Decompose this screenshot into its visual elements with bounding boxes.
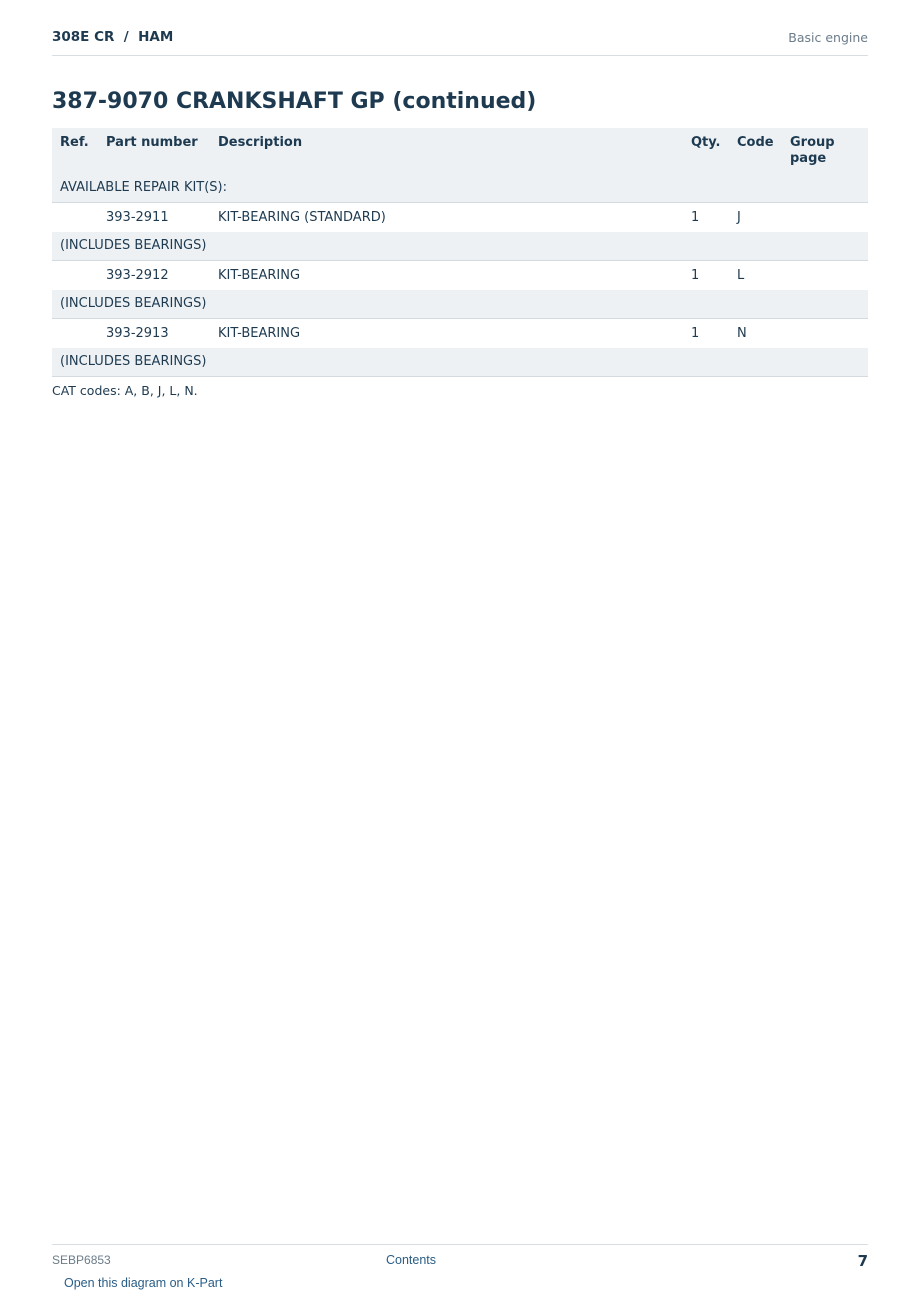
page-title — [52, 89, 536, 114]
table-header-row — [52, 128, 868, 174]
row-note: (INCLUDES BEARINGS) — [52, 290, 868, 319]
row-part-number: 393-2913 — [106, 319, 218, 349]
col-header-group-page: Group page — [790, 135, 835, 166]
row-group-page — [790, 319, 868, 349]
row-code: N — [737, 319, 790, 349]
row-qty: 1 — [691, 203, 737, 233]
row-description: KIT-BEARING (STANDARD) — [218, 203, 691, 233]
row-part-number: 393-2912 — [106, 261, 218, 291]
section-label: Basic engine — [788, 30, 868, 45]
col-header-ref: Ref. — [60, 135, 89, 150]
part-group-title: 387-9070 CRANKSHAFT GP — [52, 89, 385, 114]
row-note: (INCLUDES BEARINGS) — [52, 348, 868, 377]
row-description: KIT-BEARING — [218, 261, 691, 291]
row-ref — [52, 319, 106, 349]
table-row — [52, 319, 868, 349]
row-note: (INCLUDES BEARINGS) — [52, 232, 868, 261]
row-description: KIT-BEARING — [218, 319, 691, 349]
row-group-page — [790, 261, 868, 291]
col-header-part-number: Part number — [106, 135, 198, 150]
col-header-qty: Qty. — [691, 135, 721, 150]
model-label: 308E CR / HAM — [52, 29, 174, 45]
row-ref — [52, 203, 106, 233]
row-code: L — [737, 261, 790, 291]
row-ref — [52, 261, 106, 291]
table-row — [52, 203, 868, 233]
cat-codes-note: CAT codes: A, B, J, L, N. — [52, 383, 198, 398]
document-number: SEBP6853 — [52, 1253, 111, 1267]
page-header — [52, 28, 868, 56]
row-qty: 1 — [691, 319, 737, 349]
row-qty: 1 — [691, 261, 737, 291]
row-code: J — [737, 203, 790, 233]
page-number: 7 — [857, 1252, 868, 1270]
contents-link[interactable]: Contents — [386, 1253, 437, 1267]
col-header-description: Description — [218, 135, 303, 150]
page-footer — [52, 1244, 868, 1274]
row-note-row — [52, 290, 868, 319]
table-row — [52, 261, 868, 291]
row-part-number: 393-2911 — [106, 203, 218, 233]
kit-heading: AVAILABLE REPAIR KIT(S): — [52, 174, 868, 203]
open-kpart-link[interactable]: Open this diagram on K-Part — [64, 1276, 223, 1290]
row-group-page — [790, 203, 868, 233]
parts-table — [52, 128, 868, 377]
kit-heading-row — [52, 174, 868, 203]
row-note-row — [52, 232, 868, 261]
col-header-code: Code — [737, 135, 774, 150]
row-note-row — [52, 348, 868, 377]
title-suffix: (continued) — [392, 89, 537, 114]
